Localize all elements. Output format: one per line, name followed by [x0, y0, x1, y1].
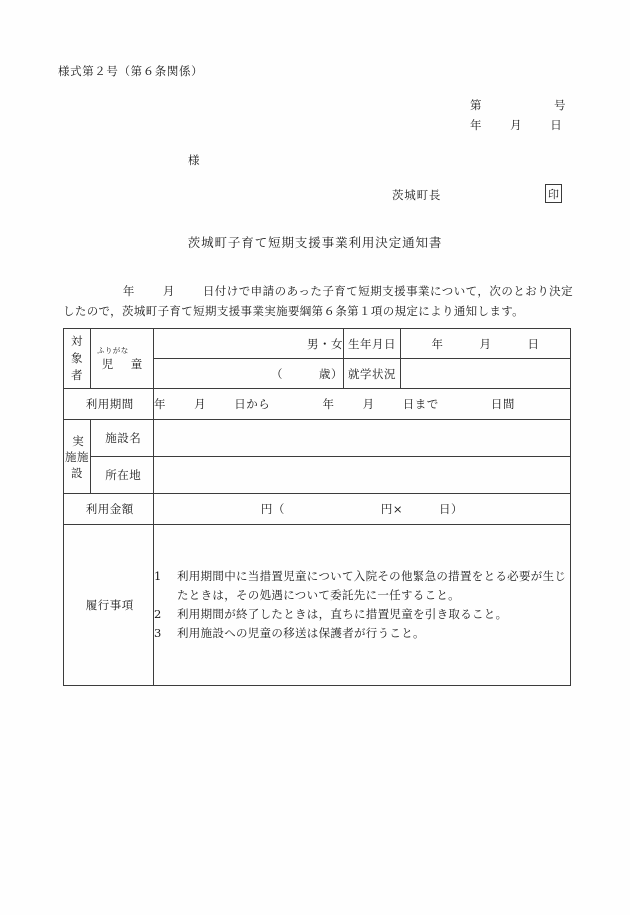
facility-name-label: 施設名: [91, 420, 154, 457]
table-row-subject-name: [64, 329, 571, 359]
seal-stamp-box: 印: [545, 184, 562, 203]
subject-vertical-label: [64, 329, 91, 389]
child-label: 児 童: [101, 356, 146, 371]
term-number: 1: [154, 569, 162, 583]
usage-period-label: 利用期間: [64, 389, 154, 420]
term-text: 利用期間が終了したときは，直ちに措置児童を引き取ること。: [177, 607, 508, 621]
term-number: 3: [154, 626, 162, 640]
subject-label-char-3: 者: [71, 368, 83, 382]
furigana-label: ふりがな: [97, 345, 129, 355]
page-title: 茨城町子育て短期支援事業利用決定通知書: [187, 235, 443, 250]
list-item: [154, 605, 570, 624]
subject-label-char-1: 対: [71, 334, 83, 348]
school-status-label: 就学状況: [344, 359, 401, 389]
school-status-value[interactable]: [401, 359, 571, 389]
facility-address-value[interactable]: [154, 457, 571, 494]
table-row-amount: [64, 494, 571, 525]
document-number-line: 第 号: [470, 98, 566, 112]
form-code: 様式第２号（第６条関係）: [58, 64, 204, 78]
date-of-birth-label: 生年月日: [344, 329, 401, 359]
date-of-birth-value[interactable]: 年 月 日: [401, 329, 571, 359]
amount-label: 利用金額: [64, 494, 154, 525]
table-row-facility-address: [64, 457, 571, 494]
table-row-terms: [64, 525, 571, 686]
term-text: 利用期間中に当措置児童について入院その他緊急の措置をとる必要が生じたときは，その処遇について委託先に一任すること。: [177, 569, 567, 602]
amount-value[interactable]: 円（ 円× 日）: [154, 494, 571, 525]
terms-list: [154, 567, 570, 643]
document-date-line: 年 月 日: [470, 118, 563, 132]
issuer-name: 茨城町長: [392, 188, 442, 202]
term-number: 2: [154, 607, 162, 621]
list-item: [154, 624, 570, 643]
gender-value-cell[interactable]: 男・女: [154, 329, 344, 359]
terms-label: 履行事項: [64, 525, 154, 686]
table-row-usage-period: [64, 389, 571, 420]
table-row-facility-name: [64, 420, 571, 457]
body-paragraph: 年 月 日付けで申請のあった子育て短期支援事業について，次のとおり決定したので，茨城町子育て短期支援事業実施要綱第６条第１項の規定により通知します。: [63, 284, 573, 318]
child-label-cell: [91, 329, 154, 389]
list-item: [154, 567, 570, 605]
terms-cell: [154, 525, 571, 686]
age-value-cell[interactable]: （ 歳）: [154, 359, 344, 389]
facility-label: 実施施設: [64, 420, 91, 494]
facility-address-label: 所在地: [91, 457, 154, 494]
usage-period-value[interactable]: 年 月 日から 年 月 日まで 日間: [154, 389, 571, 420]
term-text: 利用施設への児童の移送は保護者が行うこと。: [177, 626, 425, 640]
decision-details-table: [63, 328, 571, 686]
addressee-line: 様: [188, 153, 200, 167]
facility-name-value[interactable]: [154, 420, 571, 457]
subject-label-char-2: 象: [71, 351, 83, 365]
